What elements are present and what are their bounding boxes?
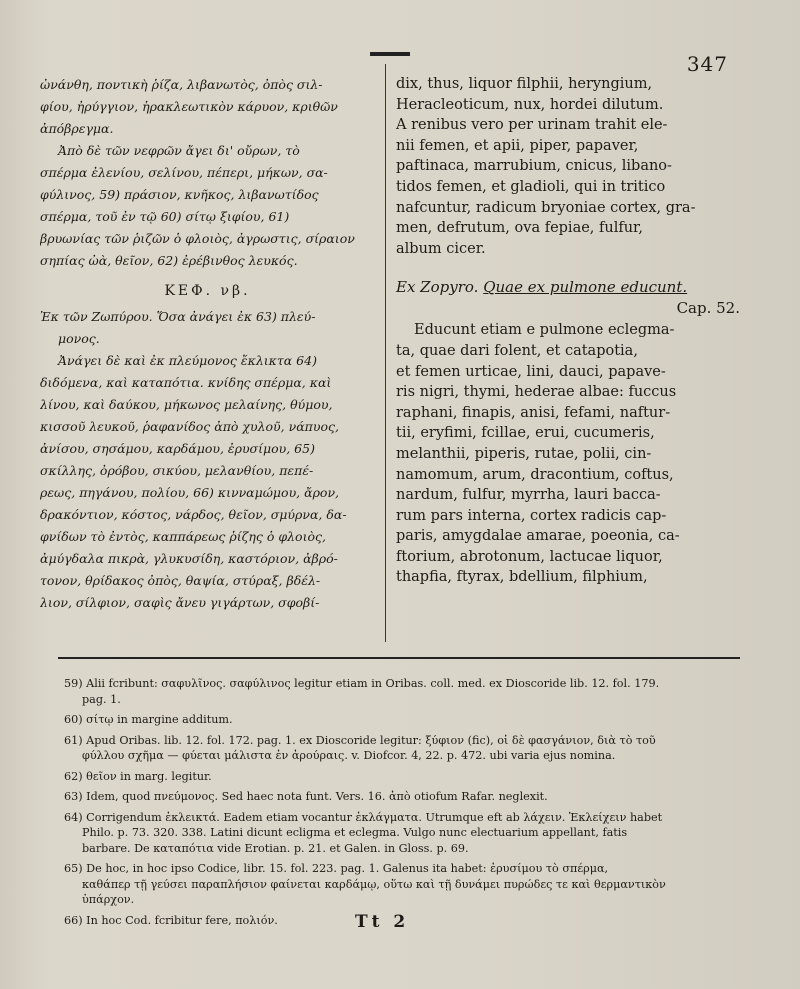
latin-text-line: nardum, fulfur, myrrha, lauri bacca- bbox=[396, 487, 661, 504]
footnote-rule bbox=[58, 657, 740, 659]
latin-text-line: dix, thus, liquor filphii, heryngium, bbox=[396, 76, 653, 92]
latin-text-line: thapfia, ftyrax, bdellium, filphium, bbox=[396, 569, 648, 586]
latin-text-line: melanthii, piperis, rutae, polii, cin- bbox=[396, 445, 652, 462]
greek-text-line: λίνου, καὶ δαύκου, μήκωνος μελαίνης, θύμου, bbox=[40, 397, 333, 412]
latin-text-line: nii femen, et apii, piper, papaver, bbox=[396, 137, 639, 154]
greek-text-line: σπέρμα ἐλενίου, σελίνου, πέπερι, μήκων, σα- bbox=[40, 165, 328, 180]
greek-text-bottom bbox=[40, 306, 375, 614]
footnote-text: Idem, quod πνεύμονος. Sed haec nota funt. Vers. 16. ἀπὸ otiofum Rafar. neglexit. bbox=[86, 790, 548, 803]
latin-text-line: A renibus vero per urinam trahit ele- bbox=[396, 117, 668, 134]
greek-text-line: ὠνάνθη, ποντικὴ ῥίζα, λιβανωτὸς, ὀπὸς σιλ- bbox=[40, 77, 323, 92]
footnote-marker: 60) bbox=[64, 713, 87, 726]
footnote-marker: 64) bbox=[64, 810, 87, 824]
latin-text-line: raphani, finapis, anisi, fefami, naftur- bbox=[396, 404, 671, 421]
footnote-marker: 63) bbox=[64, 790, 87, 803]
latin-text-line: nafcuntur, radicum bryoniae cortex, gra- bbox=[396, 199, 696, 216]
greek-text-line: ἀνίσου, σησάμου, καρδάμου, ἐρυσίμου, 65) bbox=[40, 441, 315, 456]
footnote-text: φύλλου σχῆμα — φύεται μάλιστα ἐν ἀρούραις. v. Diofcor. 4, 22. p. 472. ubi varia ejus nomina. bbox=[82, 749, 616, 762]
latin-text-line: tii, eryfimi, fcillae, erui, cucumeris, bbox=[396, 425, 655, 442]
footnotes bbox=[64, 676, 744, 933]
footnote-text: Corrigendum ἐκλεικτά. Eadem etiam vocantur ἐκλάγματα. Utrumque eft ab λάχειν. Ἐκλείχειν habet bbox=[86, 810, 663, 824]
greek-text-line: διδόμενα, καὶ καταπότια. κνίδης σπέρμα, καὶ bbox=[40, 375, 332, 390]
footnote-item bbox=[64, 769, 744, 785]
footnote-text: καθάπερ τῇ γεύσει παραπλήσιον φαίνεται καρδάμῳ, οὕτω καὶ τῇ δυνάμει πυρώδες τε καὶ θερμαντικὸν bbox=[82, 877, 666, 891]
greek-text-line: Ἐκ τῶν Ζωπύρου. Ὅσα ἀνάγει ἐκ 63) πλεύ- bbox=[40, 309, 316, 324]
footnote-item bbox=[64, 712, 744, 728]
greek-text-line: λιον, σίλφιον, σαφὶς ἄνευ γιγάρτων, σφοβί- bbox=[40, 595, 320, 610]
latin-text-bottom bbox=[396, 320, 740, 588]
latin-text-line: rum pars interna, cortex radicis cap- bbox=[396, 507, 667, 524]
greek-text-line: Ἀπὸ δὲ τῶν νεφρῶν ἄγει δι' οὔρων, τὸ bbox=[58, 143, 300, 158]
latin-text-line: men, defrutum, ova fepiae, fulfur, bbox=[396, 220, 644, 237]
footnote-item bbox=[64, 810, 744, 857]
latin-heading-source: Ex Zopyro. bbox=[396, 278, 479, 297]
latin-text-line: album cicer. bbox=[396, 240, 486, 257]
latin-text-line: namomum, arum, dracontium, coftus, bbox=[396, 466, 674, 483]
latin-text-line: Educunt etiam e pulmone eclegma- bbox=[414, 322, 675, 339]
latin-heading-title: Quae ex pulmone educunt. bbox=[483, 278, 688, 297]
latin-text-line: ta, quae dari folent, et catapotia, bbox=[396, 342, 638, 359]
page-number: 347 bbox=[686, 52, 728, 76]
latin-text-line: paftinaca, marrubium, cnicus, libano- bbox=[396, 158, 672, 175]
footnote-marker: 62) bbox=[64, 769, 87, 783]
footnote-text: In hoc Cod. fcribitur fere, πολιόν. bbox=[86, 913, 278, 927]
footnote-marker: 65) bbox=[64, 862, 87, 875]
greek-text-top bbox=[40, 74, 375, 272]
latin-text-line: Heracleoticum, nux, hordei dilutum. bbox=[396, 96, 664, 113]
footnote-text: σίτῳ in margine additum. bbox=[86, 713, 233, 726]
footnote-text: pag. 1. bbox=[82, 692, 121, 706]
footnote-item bbox=[64, 676, 744, 707]
greek-text-line: σκίλλης, ὀρόβου, σικύου, μελανθίου, πεπέ- bbox=[40, 463, 314, 478]
footnote-item bbox=[64, 789, 744, 805]
header-rule bbox=[370, 52, 410, 56]
greek-text-line: βρυωνίας τῶν ῥιζῶν ὁ φλοιὸς, ἀγρωστις, σίραιον bbox=[40, 231, 355, 246]
latin-text-line: et femen urticae, lini, dauci, papave- bbox=[396, 363, 666, 380]
footnote-text: Apud Oribas. lib. 12. fol. 172. pag. 1. ex Dioscoride legitur: ξύφιον (fic), οἱ δὲ φασγάνιον, διὰ τὸ τοῦ bbox=[86, 733, 656, 747]
greek-text-line: σηπίας ὠὰ, θεῖον, 62) ἐρέβινθος λευκός. bbox=[40, 253, 298, 268]
greek-text-line: κισσοῦ λευκοῦ, ῥαφανίδος ἀπὸ χυλοῦ, νάπυος, bbox=[40, 419, 339, 434]
latin-chapter-heading bbox=[396, 277, 740, 298]
latin-chapter-number: Cap. 52. bbox=[676, 299, 740, 318]
greek-text-line: τονον, θρίδακος ὀπὸς, θαψία, στύραξ, βδέλ- bbox=[40, 573, 321, 588]
greek-text-line: δρακόντιον, κόστος, νάρδος, θεῖον, σμύρνα, δα- bbox=[40, 507, 347, 522]
greek-text-line: φνίδων τὸ ἐντὸς, καππάρεως ῥίζης ὁ φλοιὸς, bbox=[40, 529, 326, 544]
greek-text-line: φίου, ἠρύγγιον, ἡρακλεωτικὸν κάρυον, κριθῶν bbox=[40, 99, 338, 114]
greek-text-line: φύλινος, 59) πράσιον, κνῆκος, λιβανωτίδος bbox=[40, 187, 319, 202]
column-divider bbox=[385, 64, 386, 642]
latin-column bbox=[396, 74, 740, 588]
greek-text-line: μονος. bbox=[58, 331, 100, 346]
greek-text-line: σπέρμα, τοῦ ἐν τῷ 60) σίτῳ ξιφίου, 61) bbox=[40, 209, 290, 224]
footnote-item bbox=[64, 861, 744, 908]
greek-chapter-heading: ΚΕΦ. νβ. bbox=[164, 283, 251, 299]
latin-text-line: ftorium, abrotonum, lactucae liquor, bbox=[396, 548, 663, 565]
footnote-text: ὑπάρχον. bbox=[82, 893, 135, 906]
greek-text-line: ρεως, πηγάνου, πολίου, 66) κινναμώμου, ἄρον, bbox=[40, 485, 340, 500]
latin-text-line: ris nigri, thymi, hederae albae: fuccus bbox=[396, 384, 677, 401]
footnote-item bbox=[64, 733, 744, 764]
footnote-marker: 66) bbox=[64, 913, 87, 927]
signature-mark: Tt 2 bbox=[355, 912, 410, 932]
greek-text-line: ἀπόβρεγμα. bbox=[40, 121, 114, 136]
footnote-marker: 59) bbox=[64, 677, 87, 690]
footnote-text: barbare. De καταπότια vide Erotian. p. 21. et Galen. in Gloss. p. 69. bbox=[82, 841, 469, 855]
footnote-text: Philo. p. 73. 320. 338. Latini dicunt ecligma et eclegma. Vulgo nunc electuarium appellant, fatis bbox=[82, 826, 628, 839]
footnote-marker: 61) bbox=[64, 733, 87, 747]
footnote-text: Alii fcribunt: σαφυλῖνος. σαφύλινος legitur etiam in Oribas. coll. med. ex Dioscoride lib. 12. fol. 179. bbox=[86, 677, 660, 690]
latin-text-line: paris, amygdalae amarae, poeonia, ca- bbox=[396, 528, 680, 545]
greek-column bbox=[40, 74, 375, 614]
footnote-text: θεῖον in marg. legitur. bbox=[86, 769, 212, 783]
greek-text-line: Ἀνάγει δὲ καὶ ἐκ πλεύμονος ἔκλικτα 64) bbox=[58, 353, 317, 368]
footnote-text: De hoc, in hoc ipso Codice, libr. 15. fol. 223. pag. 1. Galenus ita habet: ἐρυσίμου τὸ σπέρμα, bbox=[86, 862, 609, 875]
latin-text-line: tidos femen, et gladioli, qui in tritico bbox=[396, 178, 666, 195]
latin-text-top bbox=[396, 74, 740, 259]
greek-text-line: ἀμύγδαλα πικρὰ, γλυκυσίδη, καστόριον, ἀβρό- bbox=[40, 551, 338, 566]
